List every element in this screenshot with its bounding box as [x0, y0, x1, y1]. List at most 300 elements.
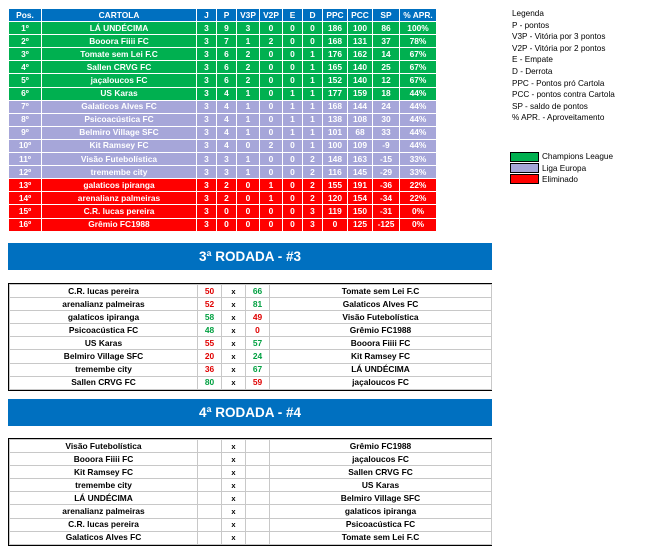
fixture-row — [10, 376, 492, 389]
legend-item: PCC - pontos contra Cartola — [512, 90, 615, 100]
standings-cell: 0 — [323, 218, 348, 231]
standings-cell: 168 — [323, 35, 348, 48]
standings-cell: 1 — [283, 126, 303, 139]
home-score — [198, 466, 222, 479]
standings-cell: -29 — [373, 166, 400, 179]
standings-header-cell: CARTOLA — [42, 9, 197, 22]
home-score: 36 — [198, 363, 222, 376]
standings-row — [9, 166, 437, 179]
standings-cell: 140 — [348, 74, 373, 87]
standings-cell: 44% — [400, 126, 437, 139]
standings-cell: 4º — [9, 61, 42, 74]
standings-row — [9, 113, 437, 126]
standings-cell: 2 — [303, 166, 323, 179]
home-score: 58 — [198, 311, 222, 324]
standings-cell: 116 — [323, 166, 348, 179]
standings-cell: 67% — [400, 48, 437, 61]
home-score — [198, 505, 222, 518]
standings-row — [9, 35, 437, 48]
team-name: arenalianz palmeiras — [42, 192, 197, 205]
standings-cell: 0 — [260, 218, 283, 231]
standings-row — [9, 126, 437, 139]
standings-cell: 0 — [283, 74, 303, 87]
standings-cell: 3 — [303, 218, 323, 231]
versus: x — [222, 376, 246, 389]
standings-cell: 1 — [283, 87, 303, 100]
standings-cell: 6 — [217, 61, 237, 74]
versus: x — [222, 492, 246, 505]
standings-cell: 5º — [9, 74, 42, 87]
versus: x — [222, 350, 246, 363]
standings-cell: 22% — [400, 192, 437, 205]
standings-cell: 68 — [348, 126, 373, 139]
home-score: 48 — [198, 324, 222, 337]
standings-cell: 86 — [373, 22, 400, 35]
team-name: Belmiro Village SFC — [42, 126, 197, 139]
home-team: arenalianz palmeiras — [10, 298, 198, 311]
away-team: jaçaloucos FC — [270, 376, 492, 389]
team-name: tremembe city — [42, 166, 197, 179]
standings-cell: -36 — [373, 179, 400, 192]
standings-cell: 3 — [197, 74, 217, 87]
standings-cell: -9 — [373, 139, 400, 152]
team-name: Sallen CRVG FC — [42, 61, 197, 74]
standings-cell: 0 — [283, 48, 303, 61]
zone-label: Liga Europa — [542, 163, 587, 173]
away-team: Psicoacústica FC — [270, 518, 492, 531]
standings-header-cell: E — [283, 9, 303, 22]
away-team: Grêmio FC1988 — [270, 440, 492, 453]
away-team: jaçaloucos FC — [270, 453, 492, 466]
standings-cell: -15 — [373, 153, 400, 166]
legend-title: Legenda — [512, 9, 544, 18]
home-team: galaticos ipiranga — [10, 311, 198, 324]
standings-cell: 144 — [348, 100, 373, 113]
standings-cell: 0 — [260, 166, 283, 179]
standings-row — [9, 192, 437, 205]
versus: x — [222, 505, 246, 518]
team-name: Psicoacústica FC — [42, 113, 197, 126]
standings-cell: 168 — [323, 100, 348, 113]
standings-row — [9, 22, 437, 35]
versus: x — [222, 298, 246, 311]
standings-cell: 0 — [237, 218, 260, 231]
home-score — [198, 492, 222, 505]
standings-cell: 0 — [260, 113, 283, 126]
round-4-banner: 4ª RODADA - #4 — [8, 399, 492, 426]
standings-cell: 4 — [217, 100, 237, 113]
away-score — [246, 466, 270, 479]
standings-cell: 44% — [400, 139, 437, 152]
legend-item: V2P - Vitória por 2 pontos — [512, 43, 606, 53]
standings-cell: 7º — [9, 100, 42, 113]
standings-cell: 0 — [283, 22, 303, 35]
team-name: galaticos ipiranga — [42, 179, 197, 192]
standings-cell: -31 — [373, 205, 400, 218]
standings-cell: 3 — [197, 22, 217, 35]
away-score — [246, 479, 270, 492]
team-name: jaçaloucos FC — [42, 74, 197, 87]
standings-row — [9, 139, 437, 152]
home-score — [198, 531, 222, 544]
standings-cell: 12º — [9, 166, 42, 179]
legend-item: E - Empate — [512, 55, 553, 65]
standings-cell: 165 — [323, 61, 348, 74]
home-score — [198, 453, 222, 466]
standings-cell: 177 — [323, 87, 348, 100]
standings-cell: 176 — [323, 48, 348, 61]
fixture-row — [10, 505, 492, 518]
fixture-row — [10, 363, 492, 376]
standings-row — [9, 179, 437, 192]
standings-row — [9, 100, 437, 113]
versus: x — [222, 324, 246, 337]
standings-cell: 1 — [283, 100, 303, 113]
home-team: Visão Futebolística — [10, 440, 198, 453]
away-team: LÁ UNDÉCIMA — [270, 363, 492, 376]
team-name: US Karas — [42, 87, 197, 100]
standings-cell: 9º — [9, 126, 42, 139]
standings-cell: 3 — [197, 48, 217, 61]
home-team: tremembe city — [10, 363, 198, 376]
fixture-row — [10, 518, 492, 531]
standings-cell: 25 — [373, 61, 400, 74]
standings-cell: 155 — [323, 179, 348, 192]
away-team: Belmiro Village SFC — [270, 492, 492, 505]
away-team: Tomate sem Lei F.C — [270, 531, 492, 544]
away-score — [246, 492, 270, 505]
zone-label: Champions League — [542, 152, 614, 162]
zone-swatch — [510, 163, 539, 173]
legend-item: SP - saldo de pontos — [512, 101, 588, 111]
standings-cell: 131 — [348, 35, 373, 48]
standings-row — [9, 205, 437, 218]
away-score — [246, 518, 270, 531]
standings-cell: 0 — [283, 166, 303, 179]
standings-cell: 1 — [260, 192, 283, 205]
versus: x — [222, 466, 246, 479]
standings-cell: 24 — [373, 100, 400, 113]
standings-cell: 2 — [260, 35, 283, 48]
standings-cell: 2º — [9, 35, 42, 48]
standings-cell: 1 — [303, 61, 323, 74]
standings-cell: 0 — [237, 192, 260, 205]
standings-cell: 0 — [237, 139, 260, 152]
home-team: C.R. lucas pereira — [10, 518, 198, 531]
versus: x — [222, 479, 246, 492]
standings-cell: 12 — [373, 74, 400, 87]
standings-cell: 2 — [303, 153, 323, 166]
away-score: 59 — [246, 376, 270, 389]
standings-cell: 140 — [348, 61, 373, 74]
legend-item: PPC - Pontos pró Cartola — [512, 78, 605, 88]
round-3-banner: 3ª RODADA - #3 — [8, 243, 492, 270]
standings-cell: 22% — [400, 179, 437, 192]
standings-header-cell: Pos. — [9, 9, 42, 22]
home-team: Galaticos Alves FC — [10, 531, 198, 544]
standings-cell: 1 — [237, 153, 260, 166]
standings-cell: 4 — [217, 126, 237, 139]
standings-cell: 3 — [197, 205, 217, 218]
standings-cell: 2 — [237, 48, 260, 61]
away-team: Grêmio FC1988 — [270, 324, 492, 337]
round-4-fixtures — [8, 438, 492, 546]
versus: x — [222, 337, 246, 350]
standings-cell: 15º — [9, 205, 42, 218]
zone-label: Eliminado — [542, 174, 578, 184]
legend — [512, 8, 615, 124]
away-team: Kit Ramsey FC — [270, 350, 492, 363]
standings-row — [9, 218, 437, 231]
standings-cell: 0 — [217, 205, 237, 218]
home-team: Booora Fiiii FC — [10, 453, 198, 466]
standings-cell: 120 — [323, 192, 348, 205]
standings-cell: 3 — [197, 87, 217, 100]
standings-cell: 0 — [283, 218, 303, 231]
team-name: Kit Ramsey FC — [42, 139, 197, 152]
standings-cell: 1 — [303, 113, 323, 126]
standings-cell: 150 — [348, 205, 373, 218]
away-score: 24 — [246, 350, 270, 363]
standings-cell: 0 — [283, 179, 303, 192]
standings-cell: 3 — [217, 166, 237, 179]
standings-cell: 3 — [303, 205, 323, 218]
standings-header-cell: V3P — [237, 9, 260, 22]
away-team: galaticos ipiranga — [270, 505, 492, 518]
standings-cell: 108 — [348, 113, 373, 126]
standings-header-cell: P — [217, 9, 237, 22]
standings-cell: 9 — [217, 22, 237, 35]
standings-cell: 0 — [260, 87, 283, 100]
standings-cell: 191 — [348, 179, 373, 192]
standings-cell: 0 — [283, 205, 303, 218]
standings-cell: 10º — [9, 139, 42, 152]
versus: x — [222, 311, 246, 324]
standings-cell: 1 — [237, 166, 260, 179]
away-score — [246, 453, 270, 466]
standings-header-cell: D — [303, 9, 323, 22]
standings-cell: 0% — [400, 218, 437, 231]
standings-cell: 78% — [400, 35, 437, 48]
standings-cell: 0 — [260, 100, 283, 113]
standings-cell: 0 — [283, 139, 303, 152]
standings-cell: 67% — [400, 61, 437, 74]
fixture-row — [10, 311, 492, 324]
standings-cell: 0 — [260, 61, 283, 74]
home-team: C.R. lucas pereira — [10, 285, 198, 298]
standings-header-cell: PCC — [348, 9, 373, 22]
home-team: arenalianz palmeiras — [10, 505, 198, 518]
standings-cell: 101 — [323, 126, 348, 139]
standings-cell: 148 — [323, 153, 348, 166]
standings-cell: 2 — [303, 192, 323, 205]
home-score: 50 — [198, 285, 222, 298]
standings-cell: 2 — [217, 179, 237, 192]
versus: x — [222, 285, 246, 298]
standings-cell: 2 — [303, 179, 323, 192]
fixture-row — [10, 453, 492, 466]
standings-cell: 1 — [260, 179, 283, 192]
team-name: Tomate sem Lei F.C — [42, 48, 197, 61]
away-team: Booora Fiiii FC — [270, 337, 492, 350]
away-team: US Karas — [270, 479, 492, 492]
away-score: 66 — [246, 285, 270, 298]
standings-cell: 0 — [237, 205, 260, 218]
standings-cell: 3 — [197, 166, 217, 179]
away-score: 81 — [246, 298, 270, 311]
standings-header-cell: % APR. — [400, 9, 437, 22]
standings-cell: 1 — [303, 48, 323, 61]
standings-cell: 159 — [348, 87, 373, 100]
standings-cell: 1 — [237, 100, 260, 113]
standings-cell: 0 — [303, 22, 323, 35]
standings-cell: 3º — [9, 48, 42, 61]
home-team: Kit Ramsey FC — [10, 466, 198, 479]
home-score — [198, 440, 222, 453]
standings-cell: 1 — [303, 87, 323, 100]
fixture-row — [10, 440, 492, 453]
standings-header-cell: V2P — [260, 9, 283, 22]
standings-cell: 2 — [260, 139, 283, 152]
standings-cell: 3 — [197, 61, 217, 74]
away-team: Visão Futebolística — [270, 311, 492, 324]
standings-cell: 1 — [237, 87, 260, 100]
standings-cell: 6 — [217, 48, 237, 61]
home-team: US Karas — [10, 337, 198, 350]
standings-cell: 33 — [373, 126, 400, 139]
standings-cell: 4 — [217, 113, 237, 126]
standings-cell: 154 — [348, 192, 373, 205]
standings-cell: 3 — [197, 126, 217, 139]
standings-cell: 3 — [197, 218, 217, 231]
away-score — [246, 440, 270, 453]
versus: x — [222, 453, 246, 466]
standings-cell: 1 — [303, 100, 323, 113]
standings-cell: 7 — [217, 35, 237, 48]
standings-cell: 3 — [217, 153, 237, 166]
standings-cell: 3 — [237, 22, 260, 35]
versus: x — [222, 440, 246, 453]
standings-cell: 119 — [323, 205, 348, 218]
home-score: 52 — [198, 298, 222, 311]
versus: x — [222, 518, 246, 531]
standings-cell: 0 — [283, 153, 303, 166]
standings-cell: 1 — [237, 35, 260, 48]
standings-cell: 0 — [260, 74, 283, 87]
legend-item: D - Derrota — [512, 66, 553, 76]
standings-cell: 44% — [400, 113, 437, 126]
standings-cell: 138 — [323, 113, 348, 126]
team-name: Galaticos Alves FC — [42, 100, 197, 113]
standings-cell: 100 — [323, 139, 348, 152]
standings-header-cell: PPC — [323, 9, 348, 22]
home-score — [198, 518, 222, 531]
standings-cell: 0 — [303, 35, 323, 48]
standings-row — [9, 74, 437, 87]
standings-cell: 0 — [260, 22, 283, 35]
standings-cell: 8º — [9, 113, 42, 126]
standings-cell: 152 — [323, 74, 348, 87]
home-team: LÁ UNDÉCIMA — [10, 492, 198, 505]
standings-cell: 2 — [237, 74, 260, 87]
standings-cell: -34 — [373, 192, 400, 205]
standings-cell: 1º — [9, 22, 42, 35]
team-name: Grêmio FC1988 — [42, 218, 197, 231]
away-team: Sallen CRVG FC — [270, 466, 492, 479]
team-name: LÁ UNDÉCIMA — [42, 22, 197, 35]
fixture-row — [10, 298, 492, 311]
versus: x — [222, 363, 246, 376]
standings-header-cell: J — [197, 9, 217, 22]
home-score: 80 — [198, 376, 222, 389]
legend-item: P - pontos — [512, 20, 550, 30]
fixture-row — [10, 324, 492, 337]
standings-cell: 0 — [260, 205, 283, 218]
standings-header-row — [9, 9, 437, 22]
standings-cell: 186 — [323, 22, 348, 35]
zone-legend-item — [510, 174, 613, 185]
fixture-row — [10, 479, 492, 492]
standings-cell: 0 — [260, 126, 283, 139]
standings-cell: 100 — [348, 22, 373, 35]
standings-cell: 3 — [197, 100, 217, 113]
standings-cell: 33% — [400, 153, 437, 166]
standings-header-cell: SP — [373, 9, 400, 22]
legend-item: V3P - Vitória por 3 pontos — [512, 32, 606, 42]
standings-cell: 1 — [303, 126, 323, 139]
standings-cell: 33% — [400, 166, 437, 179]
standings-cell: 163 — [348, 153, 373, 166]
legend-item: % APR. - Aproveitamento — [512, 113, 605, 123]
away-score: 57 — [246, 337, 270, 350]
standings-table — [8, 8, 437, 232]
zone-legend — [510, 151, 613, 185]
standings-row — [9, 87, 437, 100]
home-team: Belmiro Village SFC — [10, 350, 198, 363]
away-team: Galaticos Alves FC — [270, 298, 492, 311]
away-score: 67 — [246, 363, 270, 376]
standings-cell: 30 — [373, 113, 400, 126]
zone-swatch — [510, 174, 539, 184]
standings-row — [9, 153, 437, 166]
fixture-row — [10, 492, 492, 505]
home-team: tremembe city — [10, 479, 198, 492]
standings-cell: 37 — [373, 35, 400, 48]
standings-cell: 6 — [217, 74, 237, 87]
standings-cell: 2 — [237, 61, 260, 74]
team-name: Visão Futebolística — [42, 153, 197, 166]
team-name: Booora Fiiii FC — [42, 35, 197, 48]
away-score — [246, 505, 270, 518]
standings-cell: 3 — [197, 139, 217, 152]
versus: x — [222, 531, 246, 544]
home-team: Psicoacústica FC — [10, 324, 198, 337]
standings-row — [9, 61, 437, 74]
away-score: 49 — [246, 311, 270, 324]
standings-cell: 145 — [348, 166, 373, 179]
team-name: C.R. lucas pereira — [42, 205, 197, 218]
standings-cell: 44% — [400, 100, 437, 113]
standings-cell: 162 — [348, 48, 373, 61]
standings-cell: 0 — [283, 192, 303, 205]
standings-cell: 0 — [217, 218, 237, 231]
standings-cell: 109 — [348, 139, 373, 152]
fixture-row — [10, 466, 492, 479]
standings-cell: 1 — [237, 113, 260, 126]
standings-cell: 100% — [400, 22, 437, 35]
zone-legend-item — [510, 151, 613, 162]
standings-cell: 1 — [237, 126, 260, 139]
